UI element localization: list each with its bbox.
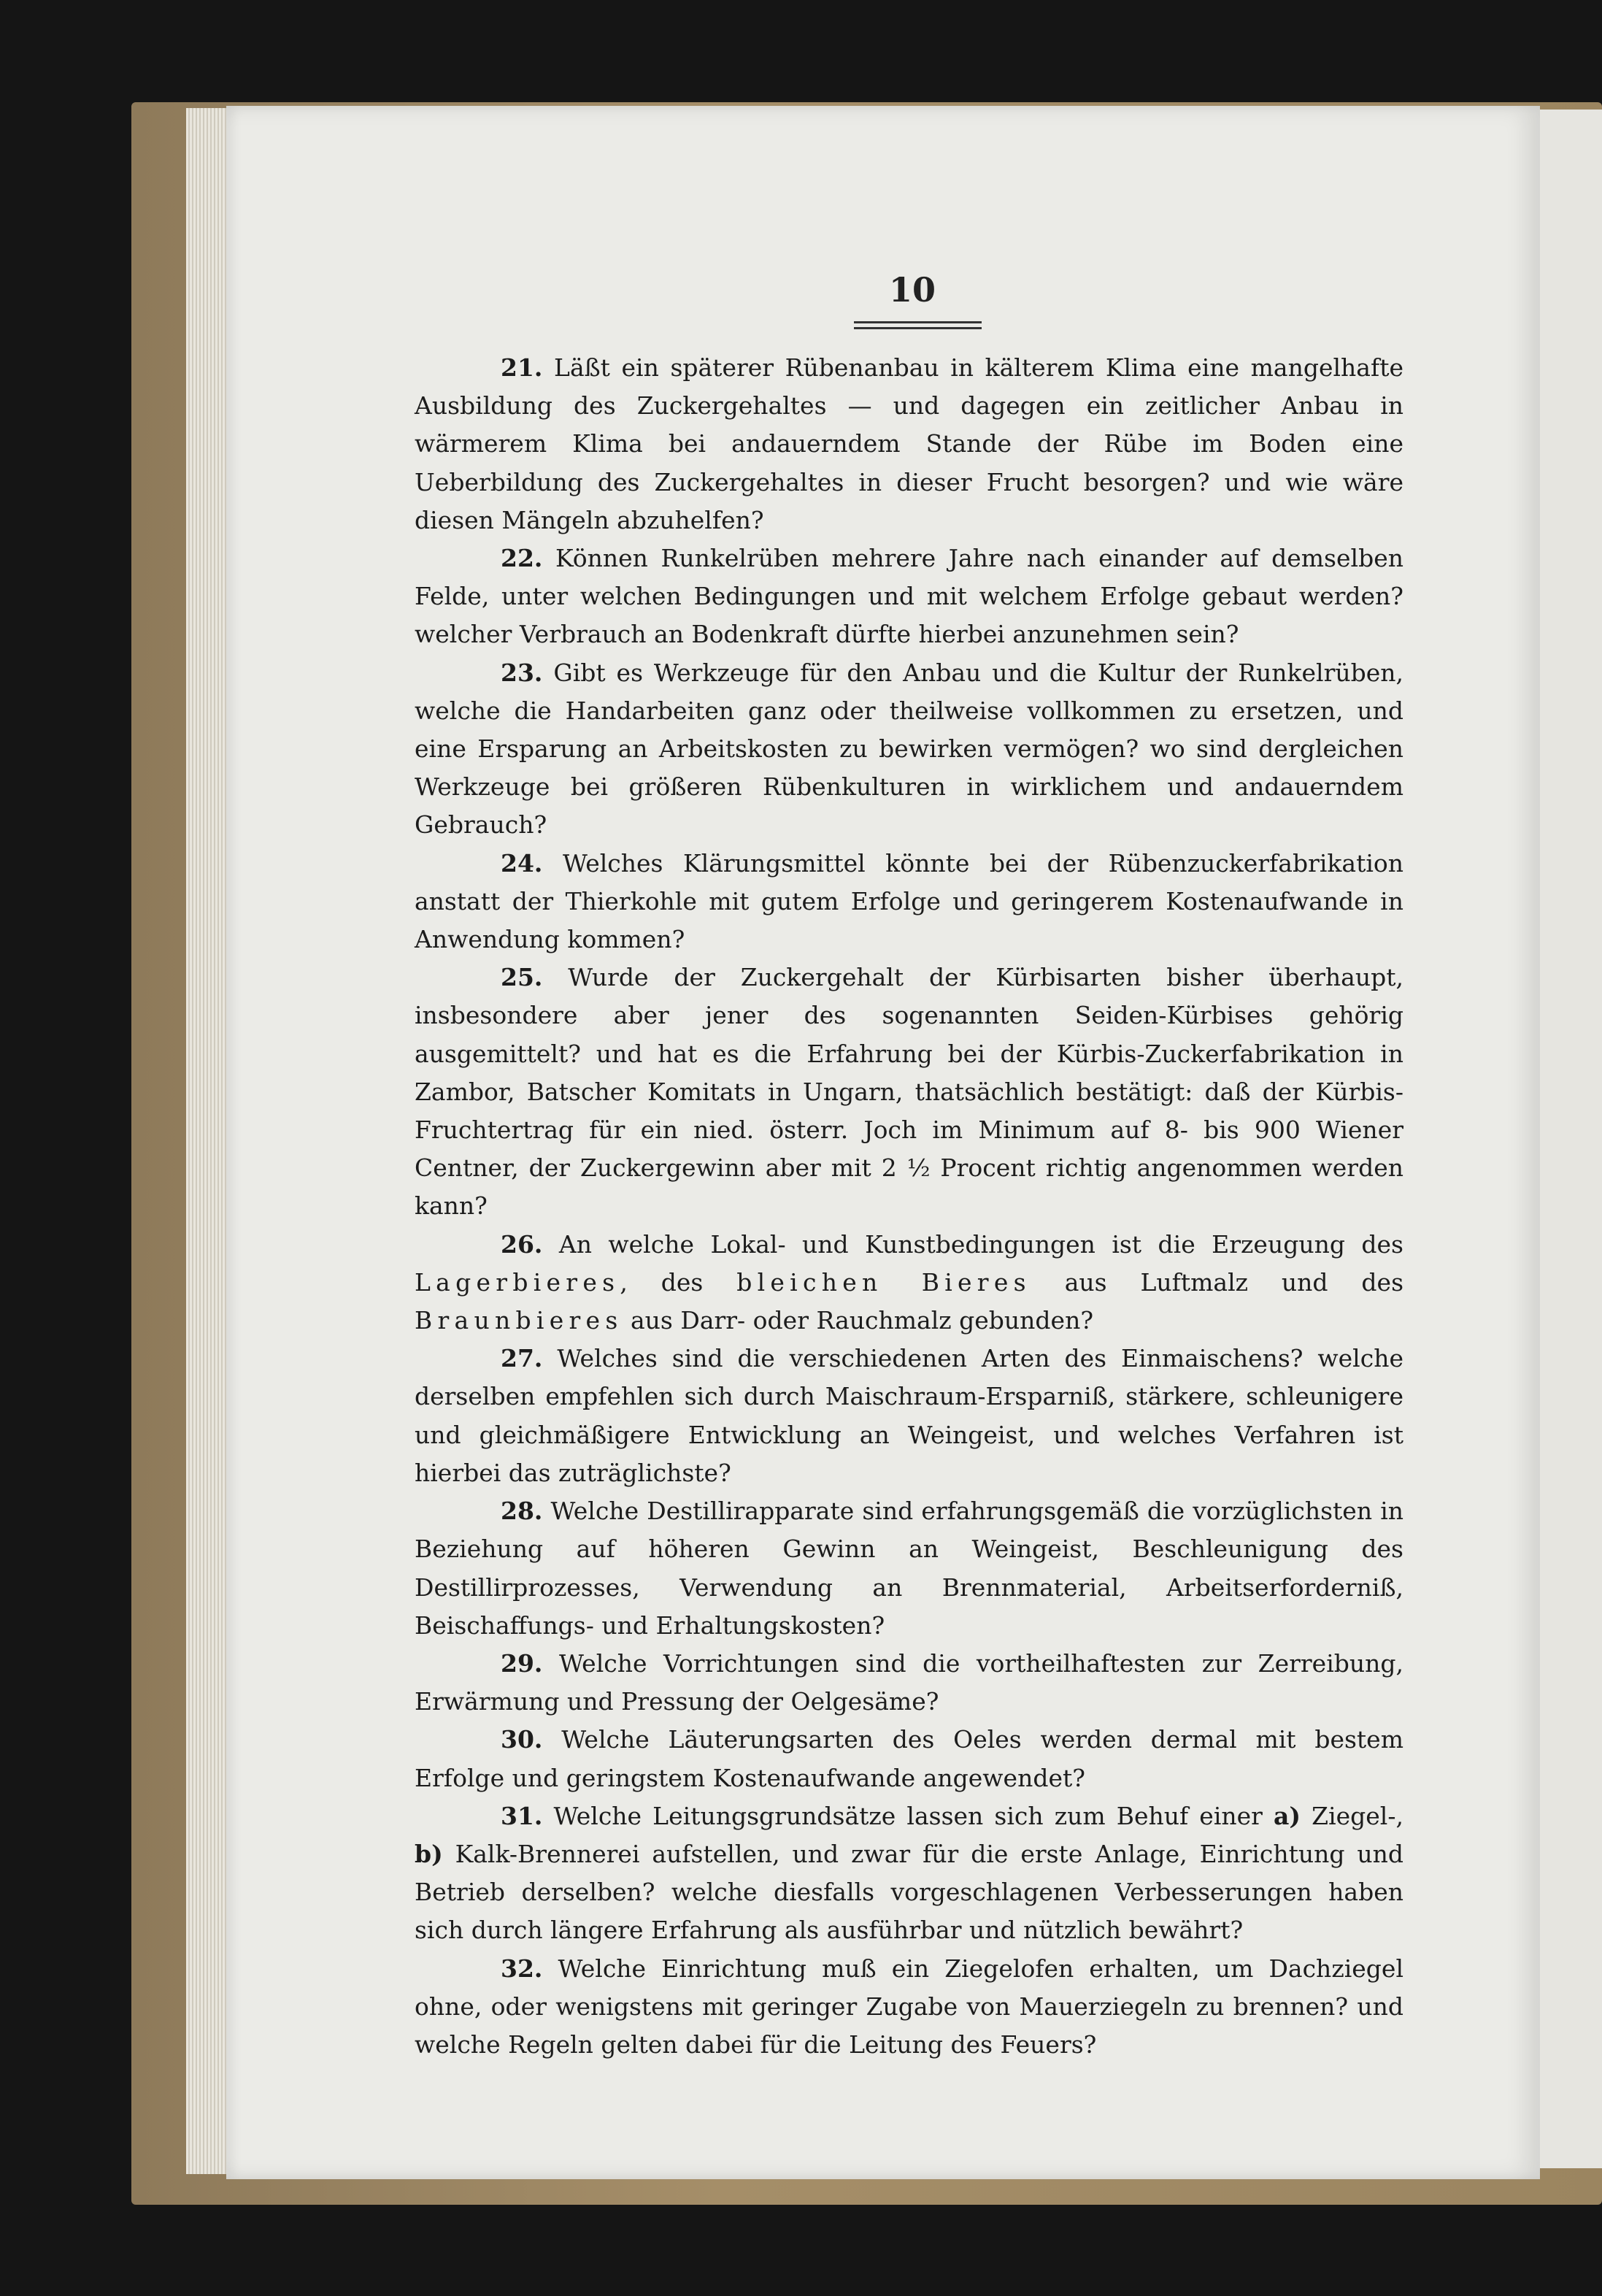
question-number: 30. xyxy=(501,1725,543,1754)
question-number: 21. xyxy=(501,353,543,382)
question-text: Welche Vorrichtungen sind die vortheilhaftesten zur Zerreibung, Erwärmung und Pressung der Oelgesäme? xyxy=(415,1648,1404,1716)
page-number: 10 xyxy=(888,270,936,310)
question-number: 32. xyxy=(501,1954,543,1983)
term-lagerbier: Lagerbieres xyxy=(415,1267,620,1297)
question-number: 27. xyxy=(501,1344,543,1373)
question-number: 24. xyxy=(501,848,543,878)
question-text: Welche Läuterungsarten des Oeles werden dermal mit bestem Erfolge und geringstem Kostenaufwande angewendet? xyxy=(415,1725,1403,1792)
question-text-part: , des xyxy=(620,1267,737,1297)
question-text-part: An welche Lokal- und Kunstbedingungen ist die Erzeugung des xyxy=(558,1229,1403,1259)
list-label-b: b) xyxy=(415,1839,443,1868)
question-25 xyxy=(415,959,1403,1225)
question-text: Welches Klärungsmittel könnte bei der Rübenzuckerfabrikation anstatt der Thierkohle mit gutem Erfolge und geringerem Kostenaufwande in Anwendung kommen? xyxy=(415,848,1404,954)
next-page-edge xyxy=(1536,110,1602,2168)
page-edges xyxy=(186,108,230,2174)
term-braunbier: Braunbieres xyxy=(415,1306,623,1335)
question-22 xyxy=(415,540,1403,654)
question-text-part: aus Luftmalz und des xyxy=(1031,1267,1403,1297)
question-21 xyxy=(415,349,1403,540)
question-31 xyxy=(415,1797,1403,1950)
question-list xyxy=(415,349,1403,2064)
question-29 xyxy=(415,1645,1403,1721)
question-text-part: Kalk-Brennerei aufstellen, und zwar für die erste Anlage, Einrichtung und Betrieb derselben? welche diesfalls vorgeschlagenen Verbesserungen haben sich durch längere Erfahrung als ausführbar und nützlich bewährt? xyxy=(415,1839,1403,1945)
list-label-a: a) xyxy=(1274,1801,1301,1830)
question-number: 26. xyxy=(501,1229,543,1259)
question-text: Welches sind die verschiedenen Arten des Einmaischens? welche derselben empfehlen sich durch Maischraum-Ersparniß, stärkere, schleunigere und gleichmäßigere Entwicklung an Weingeist, und welches Verfahren ist hierbei das zuträglichste? xyxy=(415,1344,1403,1487)
header-rule xyxy=(854,321,982,323)
question-text: Wurde der Zuckergehalt der Kürbisarten bisher überhaupt, insbesondere aber jener des sogenannten Seiden-Kürbises gehörig ausgemittelt? und hat es die Erfahrung bei der Kürbis-Zuckerfabrikation in Zambor, Batscher Komitats in Ungarn, thatsächlich bestätigt: daß der Kürbis-Fruchtertrag für ein nied. österr. Joch im Minimum auf 8- bis 900 Wiener Centner, der Zuckergewinn aber mit 2 ½ Procent richtig angenommen werden kann? xyxy=(415,963,1403,1221)
question-number: 25. xyxy=(501,963,543,992)
question-text: Gibt es Werkzeuge für den Anbau und die Kultur der Runkelrüben, welche die Handarbeiten ganz oder theilweise vollkommen zu ersetzen, und eine Ersparung an Arbeitskosten zu bewirken vermögen? wo sind dergleichen Werkzeuge bei größeren Rübenkulturen in wirklichem und andauerndem Gebrauch? xyxy=(415,658,1404,840)
question-text-part: Welche Leitungsgrundsätze lassen sich zum Behuf einer xyxy=(553,1801,1274,1830)
header-rule xyxy=(854,327,982,329)
question-text: Welche Einrichtung muß ein Ziegelofen erhalten, um Dachziegel ohne, oder wenigstens mit geringer Zugabe von Mauerziegeln zu brennen? und welche Regeln gelten dabei für die Leitung des Feuers? xyxy=(415,1954,1403,2059)
question-24 xyxy=(415,845,1403,959)
question-number: 29. xyxy=(501,1648,543,1678)
question-32 xyxy=(415,1950,1403,2065)
question-number: 22. xyxy=(501,544,543,573)
term-bleiches-bier: bleichen Bieres xyxy=(736,1267,1031,1297)
question-text: Können Runkelrüben mehrere Jahre nach einander auf demselben Felde, unter welchen Bedingungen und mit welchem Erfolge gebaut werden? welcher Verbrauch an Bodenkraft dürfte hierbei anzunehmen sein? xyxy=(415,544,1403,649)
question-number: 31. xyxy=(501,1801,543,1830)
question-text: Läßt ein späterer Rübenanbau in kälterem Klima eine mangelhafte Ausbildung des Zuckergehaltes — und dagegen ein zeitlicher Anbau in wärmerem Klima bei andauerndem Stande der Rübe im Boden eine Ueberbildung des Zuckergehaltes in dieser Frucht besorgen? und wie wäre diesen Mängeln abzuhelfen? xyxy=(415,353,1403,534)
question-26 xyxy=(415,1226,1403,1340)
question-text-part: Ziegel-, xyxy=(1301,1801,1403,1830)
question-30 xyxy=(415,1721,1403,1797)
question-number: 23. xyxy=(501,658,543,687)
question-27 xyxy=(415,1340,1403,1492)
question-23 xyxy=(415,654,1403,845)
question-28 xyxy=(415,1492,1403,1645)
question-number: 28. xyxy=(501,1497,543,1526)
question-text-part: aus Darr- oder Rauchmalz gebunden? xyxy=(623,1306,1094,1335)
question-text: Welche Destillirapparate sind erfahrungsgemäß die vorzüglichsten in Beziehung auf höheren Gewinn an Weingeist, Beschleunigung des Destillirprozesses, Verwendung an Brennmaterial, Arbeitserforderniß, Beischaffungs- und Erhaltungskosten? xyxy=(415,1497,1404,1640)
